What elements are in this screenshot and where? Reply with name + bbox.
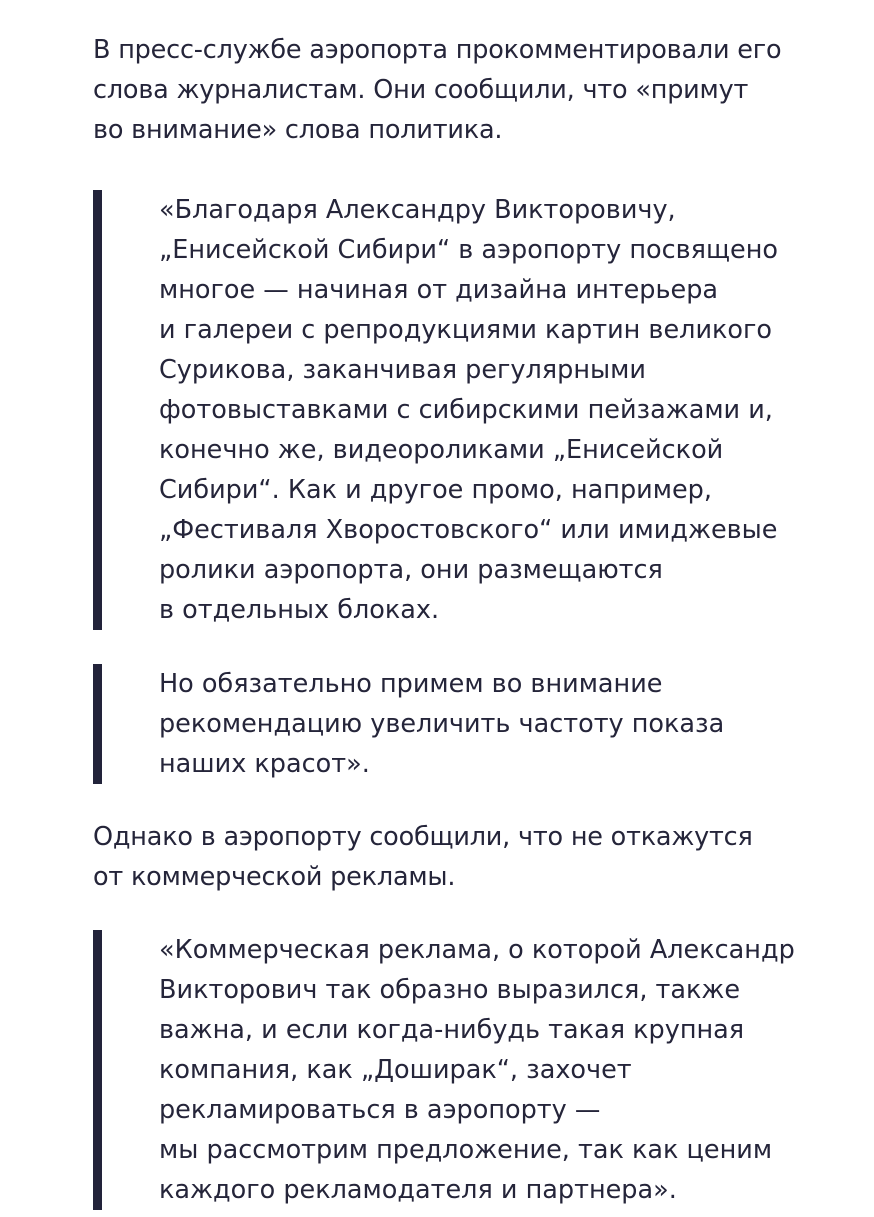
- quote-bar: [93, 930, 102, 1210]
- article-body: [93, 30, 823, 1210]
- quote-text: «Коммерческая реклама, о которой Александр Викторович так образно выразился, также важна, и если когда-нибудь такая крупная компания, как „Доширак“, захочет рекламироваться в аэропорту — мы рассмотрим предложение, так как ценим каждого рекламодателя и партнера».: [159, 935, 795, 1205]
- paragraph: Однако в аэропорту сообщили, что не откажутся от коммерческой рекламы.: [93, 822, 753, 892]
- quote-text: Но обязательно примем во внимание рекомендацию увеличить частоту показа наших красот».: [159, 669, 725, 779]
- blockquote: [93, 190, 823, 630]
- quote-bar: [93, 664, 102, 784]
- blockquote: [93, 664, 823, 784]
- quote-bar: [93, 190, 102, 630]
- quote-text: «Благодаря Александру Викторовичу, „Енисейской Сибири“ в аэропорту посвящено многое — начиная от дизайна интерьера и галереи с репродукциями картин великого Сурикова, заканчивая регулярными фотовыставками с сибирскими пейзажами и, конечно же, видеороликами „Енисейской Сибири“. Как и другое промо, например, „Фестиваля Хворостовского“ или имиджевые ролики аэропорта, они размещаются в отдельных блоках.: [159, 195, 778, 625]
- paragraph: В пресс-службе аэропорта прокомментировали его слова журналистам. Они сообщили, что «примут во внимание» слова политика.: [93, 35, 782, 145]
- blockquote: [93, 930, 823, 1210]
